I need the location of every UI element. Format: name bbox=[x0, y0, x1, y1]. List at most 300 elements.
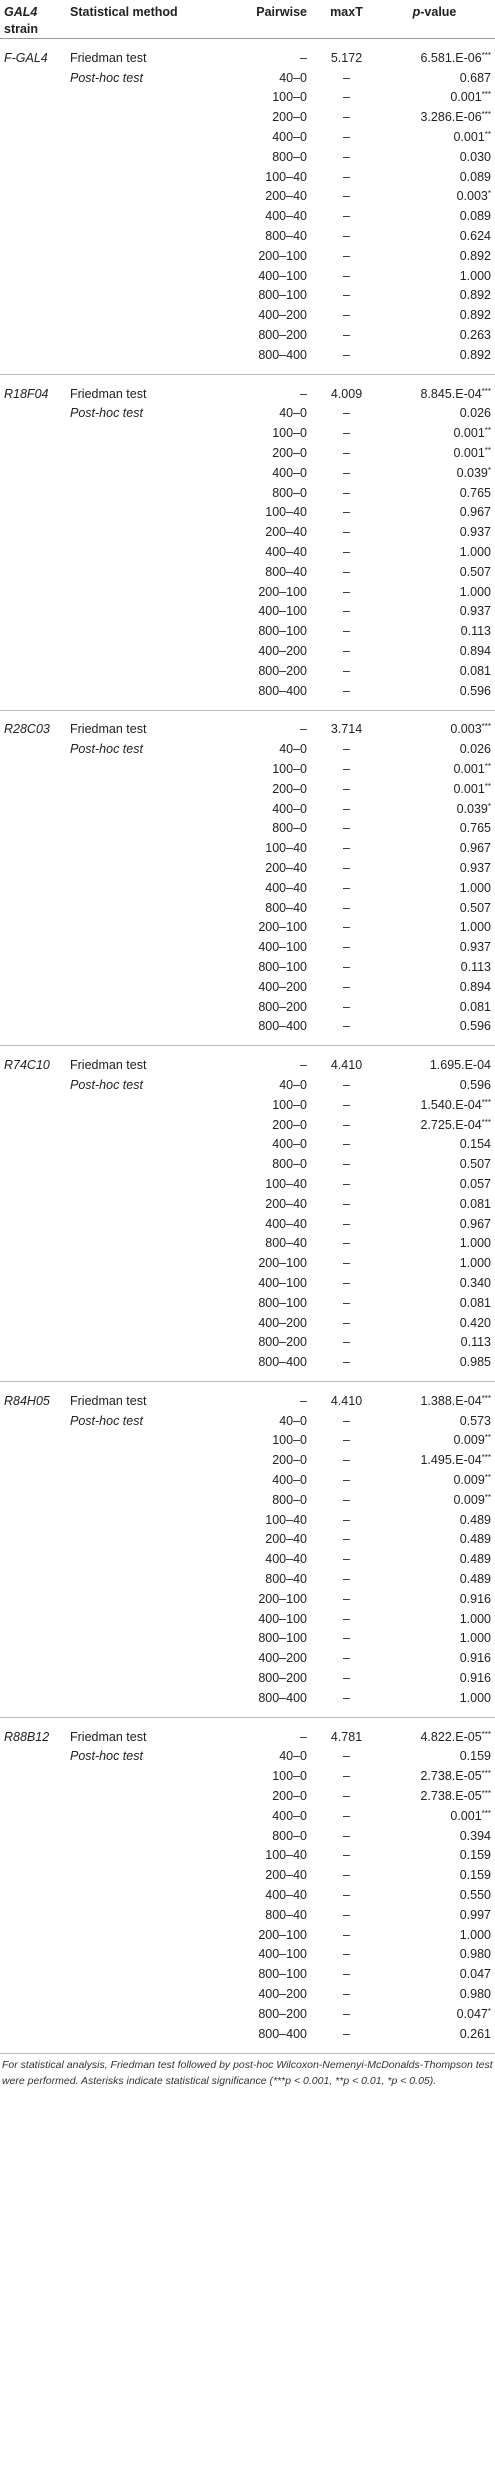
strain-group bbox=[0, 710, 495, 1046]
pvalue-cell bbox=[374, 1016, 495, 1045]
pvalue-text: 0.003 bbox=[450, 722, 482, 737]
pairwise-cell: 800–0 bbox=[272, 149, 307, 164]
pairwise-cell: 800–400 bbox=[258, 1019, 307, 1034]
pairwise-cell: 800–0 bbox=[272, 1828, 307, 1843]
pvalue-cell bbox=[374, 582, 495, 602]
maxt-cell: – bbox=[343, 1097, 350, 1112]
pairwise-cell: 400–200 bbox=[258, 1651, 307, 1666]
pairwise-cell: 200–40 bbox=[265, 189, 307, 204]
table-row bbox=[0, 621, 495, 641]
method-cell bbox=[66, 1984, 204, 2004]
pvalue-text: 0.687 bbox=[459, 70, 491, 85]
table-row bbox=[0, 226, 495, 246]
table-row bbox=[0, 977, 495, 997]
strain-cell bbox=[0, 621, 66, 641]
maxt-cell: – bbox=[343, 90, 350, 105]
maxt-cell: 5.172 bbox=[330, 50, 363, 65]
method-cell bbox=[66, 286, 204, 306]
header-pairwise: Pairwise bbox=[204, 0, 319, 39]
method-cell bbox=[66, 305, 204, 325]
strain-cell bbox=[0, 818, 66, 838]
pvalue-text: 0.047 bbox=[459, 1967, 491, 1982]
maxt-cell: – bbox=[343, 1927, 350, 1942]
strain-cell bbox=[0, 562, 66, 582]
pairwise-cell: 200–40 bbox=[265, 1196, 307, 1211]
pvalue-cell bbox=[374, 1253, 495, 1273]
pvalue-cell bbox=[374, 1450, 495, 1470]
table-row bbox=[0, 206, 495, 226]
strain-cell bbox=[0, 1450, 66, 1470]
pairwise-cell: 400–0 bbox=[272, 801, 307, 816]
pairwise-cell: 200–100 bbox=[258, 248, 307, 263]
pairwise-cell: 800–0 bbox=[272, 821, 307, 836]
table-row bbox=[0, 404, 495, 424]
maxt-cell: – bbox=[343, 1631, 350, 1646]
pvalue-text: 0.113 bbox=[460, 959, 491, 974]
method-cell bbox=[66, 1549, 204, 1569]
method-cell bbox=[66, 266, 204, 286]
method-cell bbox=[66, 621, 204, 641]
strain-cell bbox=[0, 1075, 66, 1095]
table-row bbox=[0, 1470, 495, 1490]
pvalue-cell bbox=[374, 1806, 495, 1826]
strain-cell bbox=[0, 1332, 66, 1352]
significance-stars: *** bbox=[481, 1789, 491, 1799]
pvalue-cell bbox=[374, 937, 495, 957]
pairwise-cell: 400–0 bbox=[272, 1137, 307, 1152]
pairwise-cell: 200–0 bbox=[272, 781, 307, 796]
method-cell bbox=[66, 661, 204, 681]
pvalue-text: 0.624 bbox=[459, 229, 491, 244]
pvalue-text: 0.894 bbox=[459, 644, 491, 658]
strain-cell bbox=[0, 1273, 66, 1293]
maxt-cell: – bbox=[343, 1216, 350, 1231]
pvalue-cell bbox=[374, 878, 495, 898]
method-cell bbox=[66, 463, 204, 483]
pairwise-cell: 800–100 bbox=[258, 624, 307, 639]
pvalue-cell bbox=[374, 345, 495, 374]
table-row bbox=[0, 483, 495, 503]
table-row bbox=[0, 167, 495, 187]
strain-cell bbox=[0, 1233, 66, 1253]
pairwise-cell: – bbox=[300, 1393, 307, 1408]
pvalue-text: 0.489 bbox=[459, 1512, 491, 1527]
method-cell bbox=[66, 1846, 204, 1866]
pvalue-cell bbox=[374, 463, 495, 483]
pvalue-cell bbox=[374, 1747, 495, 1767]
strain-cell bbox=[0, 799, 66, 819]
strain-cell bbox=[0, 345, 66, 374]
maxt-cell: – bbox=[343, 406, 350, 421]
table-row bbox=[0, 710, 495, 739]
maxt-cell: – bbox=[343, 525, 350, 540]
maxt-cell: – bbox=[343, 761, 350, 776]
strain-cell: F-GAL4 bbox=[4, 50, 48, 65]
pvalue-cell bbox=[374, 1549, 495, 1569]
strain-cell bbox=[0, 1530, 66, 1550]
pvalue-cell bbox=[374, 799, 495, 819]
pvalue-text: 0.089 bbox=[459, 209, 491, 224]
maxt-cell: – bbox=[343, 347, 350, 362]
pvalue-text: 1.000 bbox=[459, 1631, 491, 1646]
method-cell: Post-hoc test bbox=[70, 1077, 143, 1092]
table-footnote: For statistical analysis, Friedman test followed by post-hoc Wilcoxon-Nemenyi-McDonalds-Thompson test were performed. Asterisks indicate statistical significance (***p < 0.001, **p < 0.01, *p < 0.05). bbox=[2, 2058, 493, 2087]
table-row bbox=[0, 898, 495, 918]
pvalue-cell bbox=[374, 305, 495, 325]
significance-stars: ** bbox=[484, 426, 491, 436]
pvalue-text: 0.980 bbox=[459, 1947, 491, 1962]
maxt-cell: – bbox=[343, 1315, 350, 1330]
strain-cell bbox=[0, 325, 66, 345]
pvalue-text: 0.009 bbox=[453, 1433, 485, 1448]
pairwise-cell: 200–40 bbox=[265, 1532, 307, 1547]
maxt-cell: – bbox=[343, 584, 350, 599]
pvalue-text: 0.420 bbox=[459, 1315, 491, 1330]
pairwise-cell: 800–200 bbox=[258, 328, 307, 343]
maxt-cell: – bbox=[343, 1552, 350, 1567]
pvalue-cell bbox=[374, 1470, 495, 1490]
maxt-cell: – bbox=[343, 1512, 350, 1527]
pvalue-cell bbox=[374, 88, 495, 108]
strain-cell bbox=[0, 582, 66, 602]
pvalue-text: 1.000 bbox=[459, 920, 491, 935]
pvalue-text: 0.039 bbox=[456, 465, 488, 480]
pvalue-cell bbox=[374, 641, 495, 661]
strain-cell bbox=[0, 937, 66, 957]
pairwise-cell: 800–100 bbox=[258, 1967, 307, 1982]
pvalue-cell bbox=[374, 1154, 495, 1174]
strain-cell bbox=[0, 443, 66, 463]
significance-stars: ** bbox=[484, 1473, 491, 1483]
strain-cell bbox=[0, 1115, 66, 1135]
method-cell: Post-hoc test bbox=[70, 406, 143, 421]
pvalue-cell bbox=[374, 167, 495, 187]
pvalue-cell bbox=[374, 1174, 495, 1194]
method-cell bbox=[66, 977, 204, 997]
pairwise-cell: 200–100 bbox=[258, 1927, 307, 1942]
table-row bbox=[0, 562, 495, 582]
pvalue-text: 0.057 bbox=[459, 1176, 491, 1191]
pvalue-text: 0.001 bbox=[453, 130, 485, 145]
pvalue-text: 0.596 bbox=[459, 683, 491, 698]
maxt-cell: – bbox=[343, 1295, 350, 1310]
strain-cell bbox=[0, 2004, 66, 2024]
method-cell bbox=[66, 1806, 204, 1826]
table-row bbox=[0, 1313, 495, 1333]
pvalue-cell bbox=[374, 107, 495, 127]
strain-cell bbox=[0, 1766, 66, 1786]
maxt-cell: – bbox=[343, 1808, 350, 1823]
pairwise-cell: 800–400 bbox=[258, 1690, 307, 1705]
method-cell: Post-hoc test bbox=[70, 742, 143, 757]
pairwise-cell: 200–0 bbox=[272, 1789, 307, 1804]
pairwise-cell: 800–0 bbox=[272, 1157, 307, 1172]
pairwise-cell: 800–100 bbox=[258, 1295, 307, 1310]
pairwise-cell: 800–400 bbox=[258, 2026, 307, 2041]
maxt-cell: – bbox=[343, 2026, 350, 2041]
maxt-cell: – bbox=[343, 229, 350, 244]
table-row bbox=[0, 1115, 495, 1135]
strain-cell bbox=[0, 838, 66, 858]
maxt-cell: – bbox=[343, 781, 350, 796]
pvalue-cell bbox=[374, 1313, 495, 1333]
pairwise-cell: 200–100 bbox=[258, 1256, 307, 1271]
pairwise-cell: 40–0 bbox=[279, 1413, 307, 1428]
strain-cell bbox=[0, 641, 66, 661]
pairwise-cell: 400–40 bbox=[265, 1216, 307, 1231]
pairwise-cell: 400–100 bbox=[258, 1275, 307, 1290]
pvalue-text: 0.596 bbox=[459, 1019, 491, 1034]
pairwise-cell: 800–400 bbox=[258, 347, 307, 362]
pvalue-cell bbox=[374, 1233, 495, 1253]
method-cell bbox=[66, 779, 204, 799]
maxt-cell: – bbox=[343, 268, 350, 283]
table-row bbox=[0, 937, 495, 957]
strain-cell bbox=[0, 1194, 66, 1214]
table-row bbox=[0, 68, 495, 88]
method-cell bbox=[66, 1134, 204, 1154]
method-cell bbox=[66, 818, 204, 838]
pvalue-cell bbox=[374, 1826, 495, 1846]
strain-cell bbox=[0, 661, 66, 681]
pvalue-text: 0.261 bbox=[459, 2026, 491, 2041]
maxt-cell: – bbox=[343, 880, 350, 895]
maxt-cell: – bbox=[343, 1671, 350, 1686]
pvalue-text: 0.001 bbox=[453, 426, 485, 441]
maxt-cell: – bbox=[343, 1532, 350, 1547]
pvalue-text: 1.000 bbox=[459, 1927, 491, 1942]
method-cell bbox=[66, 1530, 204, 1550]
pairwise-cell: 200–40 bbox=[265, 525, 307, 540]
strain-cell bbox=[0, 1569, 66, 1589]
method-cell bbox=[66, 937, 204, 957]
table-row bbox=[0, 325, 495, 345]
pvalue-cell bbox=[374, 898, 495, 918]
method-cell bbox=[66, 1885, 204, 1905]
pvalue-text: 0.159 bbox=[459, 1868, 491, 1883]
pairwise-cell: 200–0 bbox=[272, 1117, 307, 1132]
maxt-cell: 4.781 bbox=[330, 1729, 363, 1744]
table-row bbox=[0, 1549, 495, 1569]
maxt-cell: – bbox=[343, 1828, 350, 1843]
pvalue-text: 0.507 bbox=[459, 1157, 491, 1172]
method-cell bbox=[66, 1668, 204, 1688]
strain-cell bbox=[0, 88, 66, 108]
strain-cell bbox=[0, 1885, 66, 1905]
pvalue-cell bbox=[374, 1609, 495, 1629]
table-row bbox=[0, 503, 495, 523]
pairwise-cell: 200–0 bbox=[272, 1453, 307, 1468]
pvalue-text: 0.081 bbox=[459, 663, 491, 678]
strain-cell bbox=[0, 1925, 66, 1945]
pvalue-cell bbox=[374, 39, 495, 68]
strain-cell bbox=[0, 1984, 66, 2004]
table-row bbox=[0, 1332, 495, 1352]
strain-cell bbox=[0, 503, 66, 523]
pvalue-text: 1.000 bbox=[459, 880, 491, 895]
pvalue-text: 0.573 bbox=[459, 1413, 491, 1428]
pairwise-cell: 40–0 bbox=[279, 406, 307, 421]
significance-stars: *** bbox=[481, 386, 491, 396]
method-cell bbox=[66, 1648, 204, 1668]
pairwise-cell: 800–200 bbox=[258, 663, 307, 678]
strain-cell bbox=[0, 1629, 66, 1649]
significance-stars: *** bbox=[481, 1393, 491, 1403]
strain-cell bbox=[0, 1688, 66, 1717]
pairwise-cell: 100–0 bbox=[272, 90, 307, 105]
pvalue-cell bbox=[374, 858, 495, 878]
table-row bbox=[0, 39, 495, 68]
maxt-cell: – bbox=[343, 920, 350, 935]
pvalue-text: 0.937 bbox=[459, 604, 491, 619]
pvalue-cell bbox=[374, 739, 495, 759]
table-row bbox=[0, 838, 495, 858]
pvalue-text: 0.009 bbox=[453, 1473, 485, 1488]
table-row bbox=[0, 681, 495, 710]
pairwise-cell: 100–0 bbox=[272, 1433, 307, 1448]
significance-stars: *** bbox=[481, 90, 491, 100]
maxt-cell: – bbox=[343, 1019, 350, 1034]
table-row bbox=[0, 818, 495, 838]
strain-group bbox=[0, 39, 495, 375]
significance-stars: ** bbox=[484, 781, 491, 791]
table-row bbox=[0, 1490, 495, 1510]
pairwise-cell: 100–0 bbox=[272, 426, 307, 441]
table-row bbox=[0, 1766, 495, 1786]
pairwise-cell: 800–40 bbox=[265, 1907, 307, 1922]
method-cell bbox=[66, 1826, 204, 1846]
method-cell bbox=[66, 1214, 204, 1234]
pairwise-cell: 100–0 bbox=[272, 1097, 307, 1112]
pvalue-text: 0.507 bbox=[459, 900, 491, 915]
pvalue-text: 0.081 bbox=[459, 1295, 491, 1310]
maxt-cell: – bbox=[343, 169, 350, 184]
pvalue-cell bbox=[374, 1332, 495, 1352]
table-row bbox=[0, 1016, 495, 1045]
pvalue-cell bbox=[374, 957, 495, 977]
pvalue-cell bbox=[374, 483, 495, 503]
pvalue-cell bbox=[374, 1905, 495, 1925]
strain-cell: R28C03 bbox=[4, 722, 50, 737]
pvalue-cell bbox=[374, 621, 495, 641]
table-row bbox=[0, 127, 495, 147]
pvalue-text: 0.001 bbox=[450, 90, 482, 105]
table-row bbox=[0, 1609, 495, 1629]
pvalue-text: 0.081 bbox=[459, 999, 491, 1014]
table-row bbox=[0, 1747, 495, 1767]
strain-cell bbox=[0, 1589, 66, 1609]
pairwise-cell: 400–200 bbox=[258, 979, 307, 994]
pairwise-cell: 800–200 bbox=[258, 999, 307, 1014]
method-cell bbox=[66, 1766, 204, 1786]
maxt-cell: – bbox=[343, 70, 350, 85]
pvalue-cell bbox=[374, 325, 495, 345]
pvalue-text: 1.495.E-04 bbox=[420, 1453, 482, 1468]
method-cell bbox=[66, 483, 204, 503]
significance-stars: * bbox=[487, 801, 491, 811]
significance-stars: * bbox=[487, 189, 491, 199]
method-cell bbox=[66, 878, 204, 898]
strain-cell bbox=[0, 1945, 66, 1965]
pvalue-text: 1.000 bbox=[459, 545, 491, 560]
method-cell bbox=[66, 602, 204, 622]
method-cell bbox=[66, 1174, 204, 1194]
table-row bbox=[0, 1174, 495, 1194]
significance-stars: ** bbox=[484, 1433, 491, 1443]
strain-cell bbox=[0, 1905, 66, 1925]
table-row bbox=[0, 1717, 495, 1746]
method-cell bbox=[66, 582, 204, 602]
pvalue-cell bbox=[374, 1668, 495, 1688]
strain-cell: R18F04 bbox=[4, 386, 49, 401]
strain-cell bbox=[0, 898, 66, 918]
pvalue-cell bbox=[374, 1766, 495, 1786]
table-row bbox=[0, 522, 495, 542]
method-cell bbox=[66, 1273, 204, 1293]
pvalue-cell bbox=[374, 838, 495, 858]
table-row bbox=[0, 1786, 495, 1806]
maxt-cell: – bbox=[343, 426, 350, 441]
maxt-cell: – bbox=[343, 1077, 350, 1092]
strain-cell bbox=[0, 1648, 66, 1668]
strain-cell bbox=[0, 1865, 66, 1885]
strain-cell bbox=[0, 1668, 66, 1688]
table-row bbox=[0, 2004, 495, 2024]
pvalue-cell bbox=[374, 997, 495, 1017]
pvalue-text: 1.000 bbox=[459, 1236, 491, 1251]
strain-cell bbox=[0, 167, 66, 187]
pvalue-text: 0.937 bbox=[459, 940, 491, 955]
pvalue-cell bbox=[374, 1214, 495, 1234]
pvalue-cell bbox=[374, 1490, 495, 1510]
pvalue-text: 1.000 bbox=[459, 1256, 491, 1271]
pvalue-text: 2.738.E-05 bbox=[420, 1769, 482, 1784]
strain-cell bbox=[0, 1214, 66, 1234]
strain-cell bbox=[0, 1016, 66, 1045]
strain-cell bbox=[0, 1154, 66, 1174]
maxt-cell: – bbox=[343, 1453, 350, 1468]
method-cell bbox=[66, 799, 204, 819]
strain-cell bbox=[0, 226, 66, 246]
pairwise-cell: 100–0 bbox=[272, 1769, 307, 1784]
strain-group bbox=[0, 1717, 495, 2053]
pvalue-cell bbox=[374, 1194, 495, 1214]
method-cell bbox=[66, 187, 204, 207]
pvalue-cell bbox=[374, 404, 495, 424]
pvalue-cell bbox=[374, 1510, 495, 1530]
maxt-cell: – bbox=[343, 644, 350, 658]
table-row bbox=[0, 1075, 495, 1095]
pvalue-cell bbox=[374, 1925, 495, 1945]
strain-cell bbox=[0, 1313, 66, 1333]
method-cell bbox=[66, 1233, 204, 1253]
maxt-cell: – bbox=[343, 288, 350, 303]
method-cell: Friedman test bbox=[70, 386, 147, 401]
method-cell: Post-hoc test bbox=[70, 1749, 143, 1764]
significance-stars: *** bbox=[481, 1769, 491, 1779]
table-row bbox=[0, 1510, 495, 1530]
maxt-cell: – bbox=[343, 860, 350, 875]
table-row bbox=[0, 779, 495, 799]
maxt-cell: – bbox=[343, 1492, 350, 1507]
pvalue-text: 0.113 bbox=[460, 1335, 491, 1350]
strain-cell bbox=[0, 602, 66, 622]
pvalue-cell bbox=[374, 206, 495, 226]
pvalue-cell bbox=[374, 2024, 495, 2053]
strain-cell bbox=[0, 759, 66, 779]
maxt-cell: – bbox=[343, 604, 350, 619]
pairwise-cell: 400–0 bbox=[272, 1808, 307, 1823]
